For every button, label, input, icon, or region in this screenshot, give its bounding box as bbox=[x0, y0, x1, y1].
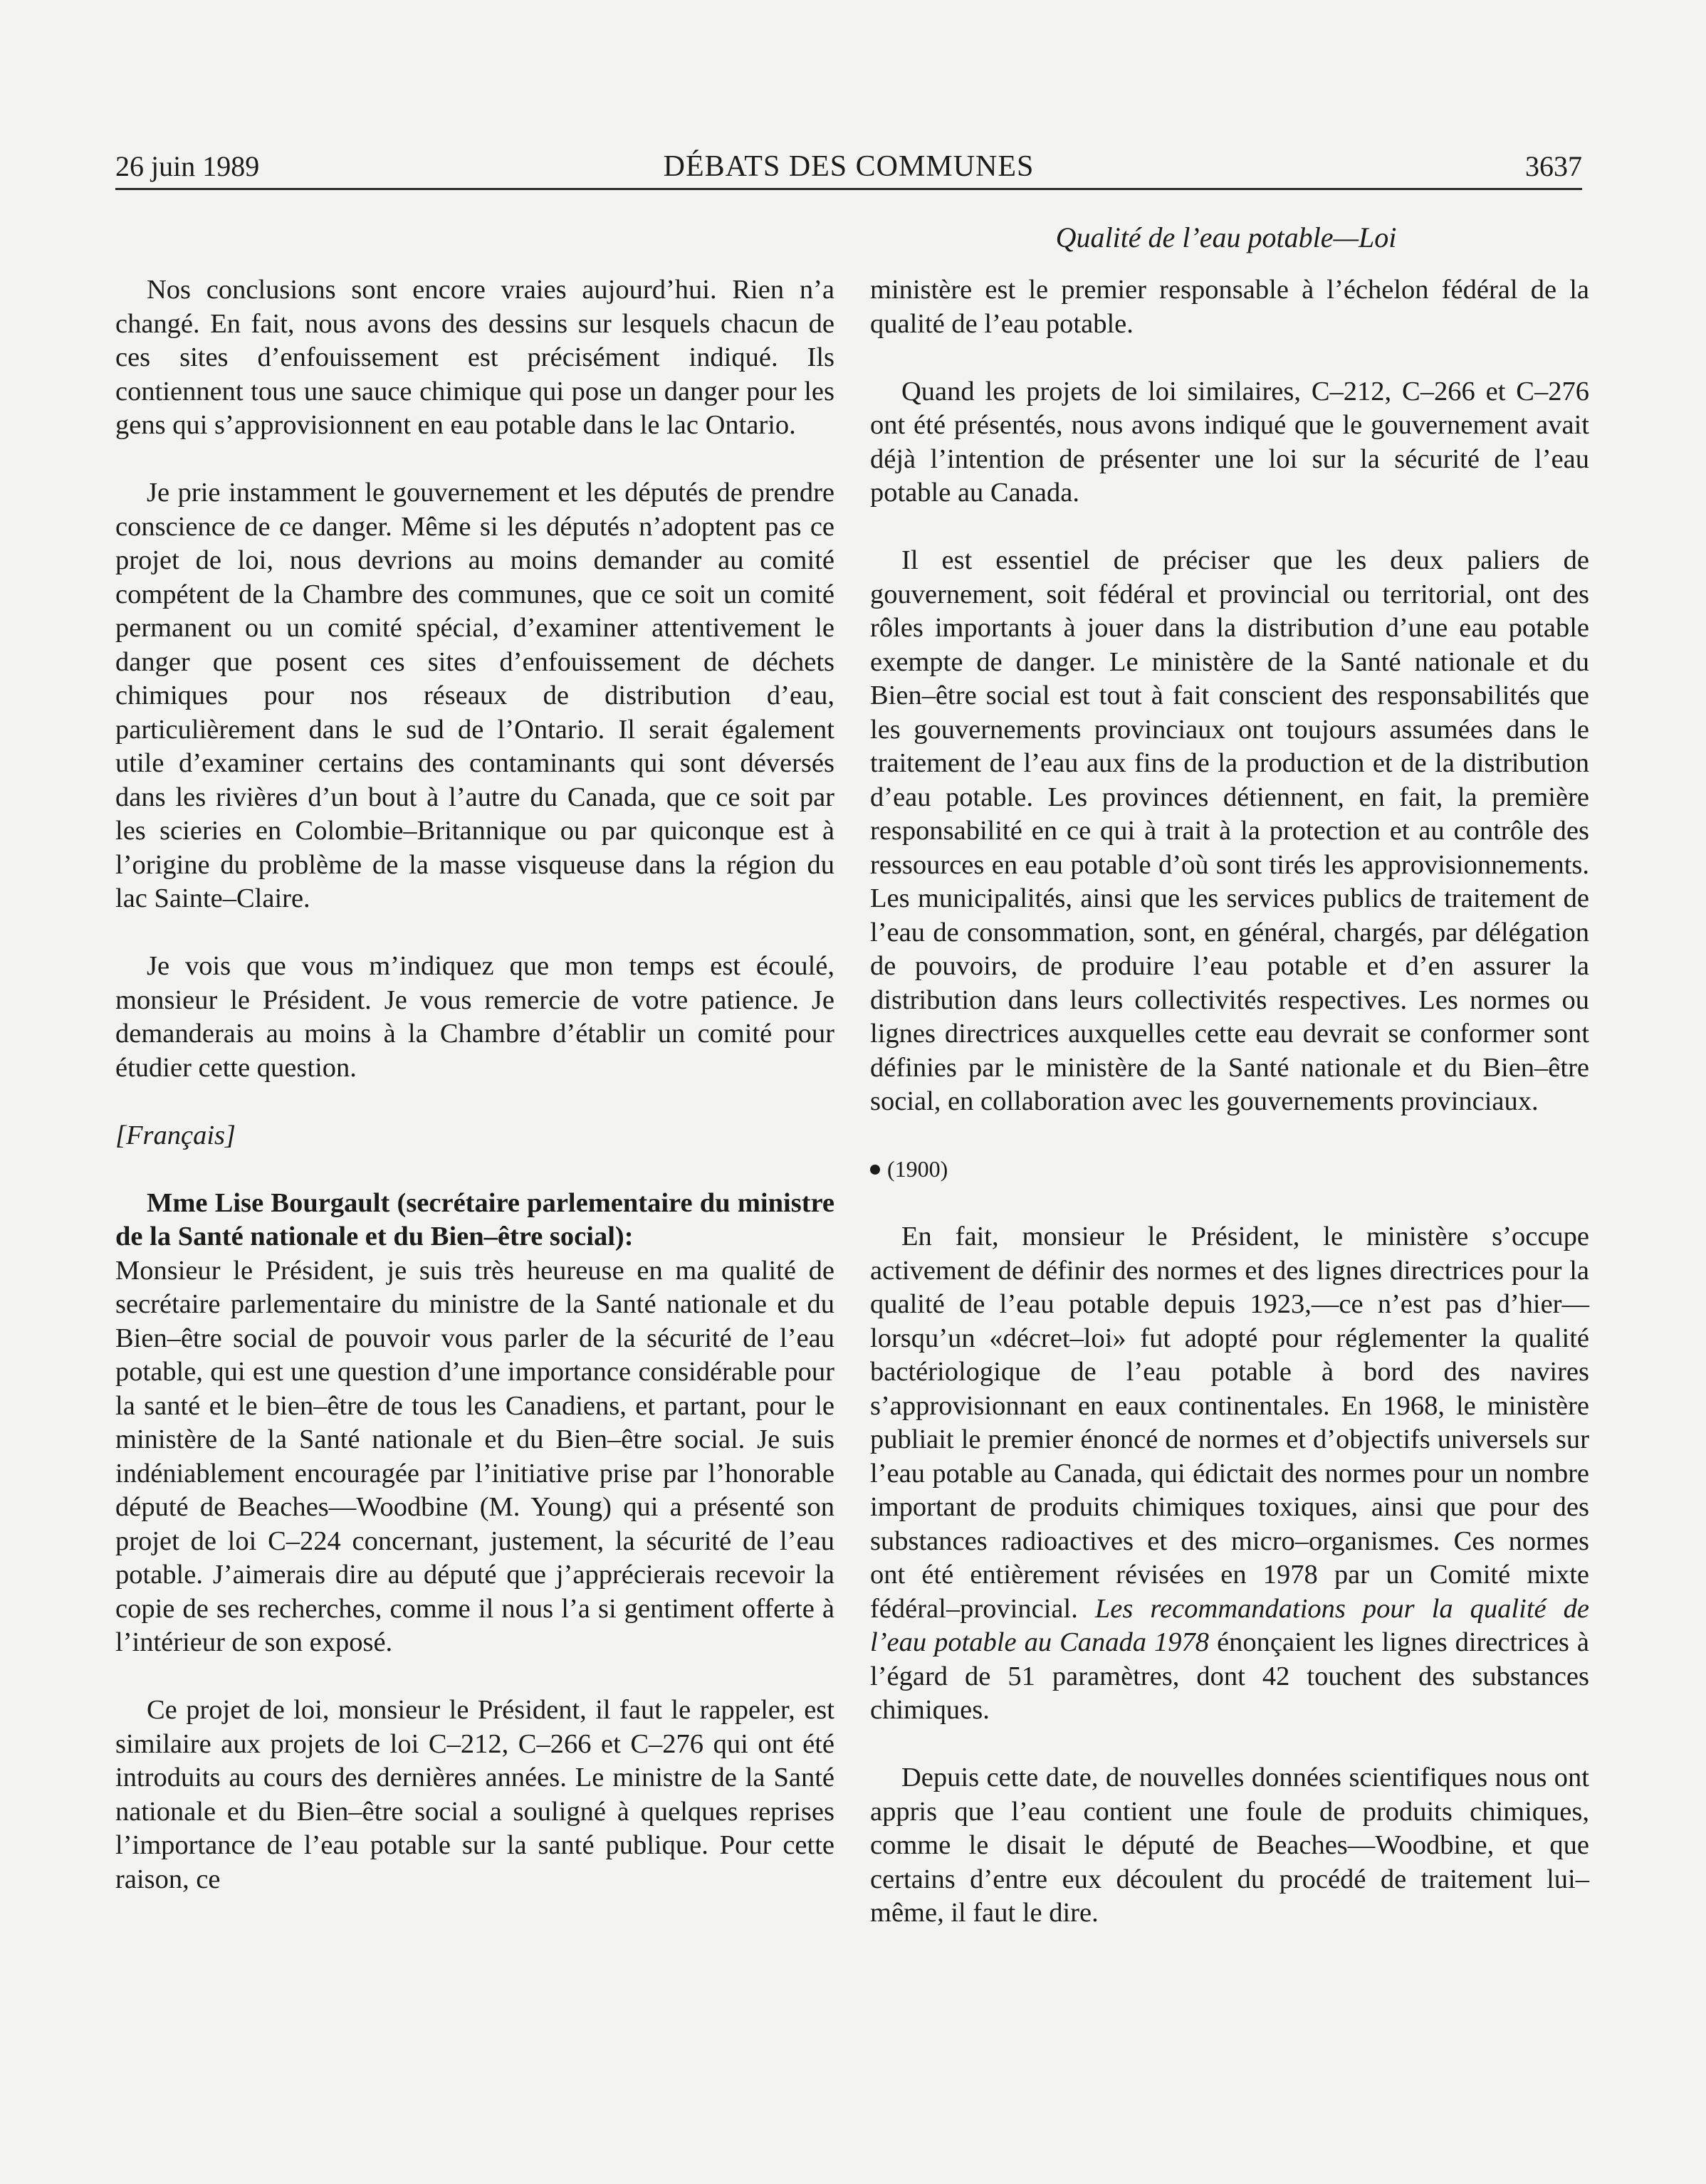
paragraph: Monsieur le Président, je suis très heureuse en ma qualité de secrétaire parlementaire du ministre de la Santé nationale et du Bien–être social de pouvoir vous parler de la sécurité de l’eau potable, qui est une question d’une importance considérable pour la santé et le bien–être de tous les Canadiens, et partant, pour le ministère de la Santé nationale et du Bien–être social. Je suis indéniablement encouragée par l’initiative prise par l’honorable député de Beaches—Woodbine (M. Young) qui a présenté son projet de loi C–224 concernant, justement, la sécurité de l’eau potable. J’aimerais dire au député que j’apprécierais recevoir la copie de ses recherches, comme il nous l’a si gentiment offerte à l’intérieur de son exposé. bbox=[115, 1255, 834, 1657]
bullet-icon bbox=[870, 1165, 880, 1175]
speaker-name: Mme Lise Bourgault (secrétaire parlementaire du ministre de la Santé nationale et du Bien–être social): bbox=[115, 1187, 834, 1251]
paragraph: Quand les projets de loi similaires, C–212, C–266 et C–276 ont été présentés, nous avons indiqué que le gouvernement avait déjà l’intention de présenter une loi sur la sécurité de l’eau potable au Canada. bbox=[870, 376, 1589, 508]
paragraph: Je prie instamment le gouvernement et les députés de prendre conscience de ce danger. Même si les députés n’adoptent pas ce projet de loi, nous devrions au moins demander au comité compétent de la Chambre des communes, que ce soit un comité permanent ou un comité spécial, d’examiner attentivement le danger que posent ces sites d’enfouissement de déchets chimiques pour nos réseaux de distribution d’eau, particulièrement dans le sud de l’Ontario. Il serait également utile d’examiner certains des contaminants qui sont déversés dans les rivières d’un bout à l’autre du Canada, que ce soit par les scieries en Colombie–Britannique ou par quiconque est à l’origine du problème de la masse visqueuse dans la région du lac Sainte–Claire. bbox=[115, 478, 834, 913]
header-date: 26 juin 1989 bbox=[115, 150, 260, 182]
running-head: Qualité de l’eau potable—Loi bbox=[1055, 221, 1397, 253]
left-column bbox=[115, 273, 834, 1931]
paragraph: Je vois que vous m’indiquez que mon temps est écoulé, monsieur le Président. Je vous remercie de votre patience. Je demanderais au moins à la Chambre d’établir un comité pour étudier cette question. bbox=[115, 951, 834, 1083]
page-header bbox=[115, 145, 1582, 188]
header-page-number: 3637 bbox=[1525, 150, 1582, 182]
right-column bbox=[870, 273, 1589, 1964]
paragraph: Depuis cette date, de nouvelles données scientifiques nous ont appris que l’eau contient une foule de produits chimiques, comme le disait le député de Beaches—Woodbine, et que certains d’entre eux découlent du procédé de traitement lui–même, il faut le dire. bbox=[870, 1763, 1589, 1928]
paragraph: Il est essentiel de préciser que les deux paliers de gouvernement, soit fédéral et provincial ou territorial, ont des rôles importants à jouer dans la distribution d’une eau potable exempte de danger. Le ministère de la Santé nationale et du Bien–être social est tout à fait conscient des responsabilités que les gouvernements provinciaux ont toujours assumées dans le traitement de l’eau aux fins de la production et de la distribution d’eau potable. Les provinces détiennent, en fait, la première responsabilité en ce qui à trait à la protection et au contrôle des ressources en eau potable d’où sont tirés les approvisionnements. Les municipalités, ainsi que les services publics de traitement de l’eau de consommation, sont, en général, chargés, par délégation de pouvoirs, de produire l’eau potable et d’en assurer la distribution dans leurs collectivités respectives. Les normes ou lignes directrices auxquelles cette eau devrait se conformer sont définies par le ministère de la Santé nationale et du Bien–être social, en collaboration avec les gouvernements provinciaux. bbox=[870, 545, 1589, 1116]
paragraph: Nos conclusions sont encore vraies aujourd’hui. Rien n’a changé. En fait, nous avons des dessins sur lesquels chacun de ces sites d’enfouissement est précisément indiqué. Ils contiennent tous une sauce chimique qui pose un danger pour les gens qui s’approvisionnent en eau potable dans le lac Ontario. bbox=[115, 275, 834, 440]
paragraph-text: En fait, monsieur le Président, le ministère s’occupe activement de définir des normes et des lignes directrices pour la qualité de l’eau potable depuis 1923,—ce n’est pas d’hier—lorsqu’un «décret–loi» fut adopté pour réglementer la qualité bactériologique de l’eau potable à bord des navires s’approvisionnant en eaux continentales. En 1968, le ministère publiait le premier énoncé de normes et d’objectifs universels sur l’eau potable au Canada, qui édictait des normes pour un nombre important de produits chimiques toxiques, ainsi que pour des substances radioactives et des micro–organismes. Ces normes ont été entièrement révisées en 1978 par un Comité mixte fédéral–provincial. bbox=[870, 1222, 1589, 1624]
header-rule bbox=[115, 188, 1582, 190]
publication-title: Les recommandations pour la qualité de l’eau potable au Canada 1978 bbox=[870, 1593, 1589, 1657]
paragraph: ministère est le premier responsable à l’échelon fédéral de la qualité de l’eau potable. bbox=[870, 275, 1589, 339]
timestamp-text: (1900) bbox=[887, 1156, 948, 1182]
header-title: DÉBATS DES COMMUNES bbox=[663, 150, 1035, 183]
paragraph: Ce projet de loi, monsieur le Président, il faut le rappeler, est similaire aux projets de loi C–212, C–266 et C–276 qui ont été introduits au cours des dernières années. Le ministre de la Santé nationale et du Bien–être social a souligné à quelques reprises l’importance de l’eau potable sur la santé publique. Pour cette raison, ce bbox=[115, 1695, 834, 1894]
language-tag: [Français] bbox=[115, 1120, 236, 1150]
paragraph bbox=[870, 1220, 1589, 1728]
timestamp bbox=[870, 1153, 1589, 1187]
paragraph-text: énonçaient les lignes directrices à l’égard de 51 paramètres, dont 42 touchent des substances chimiques. bbox=[870, 1627, 1589, 1725]
speaker-paragraph bbox=[115, 1187, 834, 1254]
